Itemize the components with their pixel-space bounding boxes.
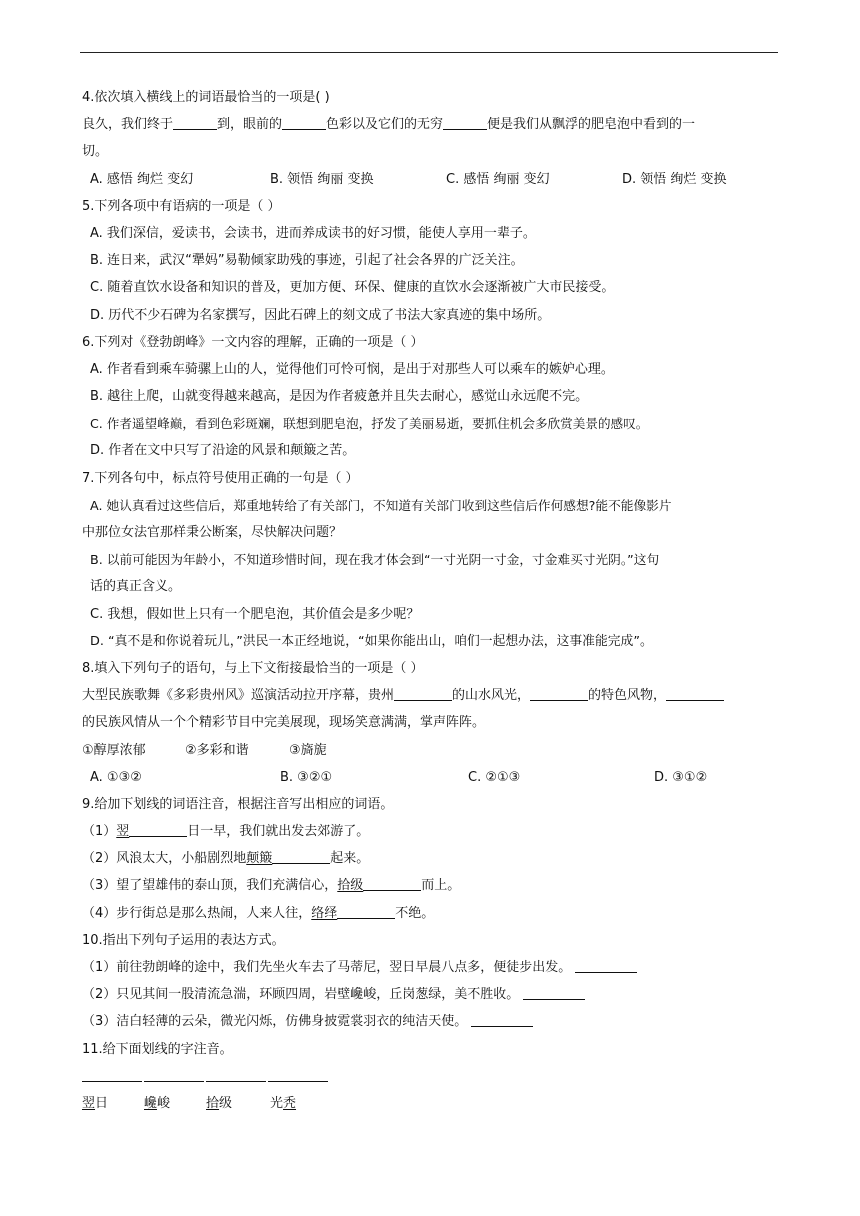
question-9-item-1: （1）翌 日一早，我们就出发去郊游了。 (82, 824, 370, 840)
option-d[interactable]: D. “真不是和你说着玩儿，”洪民一本正经地说，“如果你能出山，咱们一起想办法，这事准能完成”。 (90, 633, 653, 649)
exam-page (82, 84, 782, 1117)
question-9-item-3: （3）望了望雄伟的泰山顶，我们充满信心，拾级 而上。 (82, 878, 461, 894)
answer-blank[interactable] (129, 822, 187, 837)
question-11-blanks (82, 1063, 782, 1090)
underlined-word: 络绎 (311, 905, 338, 921)
answer-blank[interactable] (471, 1012, 533, 1027)
word-3: 拾级 (206, 1095, 233, 1111)
option-a[interactable]: A. 感悟 绚烂 变幻 (90, 171, 194, 187)
question-10-item-2: （2）只见其间一股清流急湍，环顾四周，岩壁巉峻，丘岗葱绿，美不胜收。 (82, 981, 782, 1008)
option-d[interactable]: D. 历代不少石碑为名家撰写，因此石碑上的刻文成了书法大家真迹的集中场所。 (90, 307, 551, 323)
phrase-1: ①醇厚浓郁 (82, 742, 146, 758)
option-b[interactable]: B. 领悟 绚丽 变换 (270, 171, 374, 187)
option-c[interactable]: C. 我想，假如世上只有一个肥皂泡，其价值会是多少呢？ (90, 606, 420, 622)
option-a[interactable]: A. 作者看到乘车骑骡上山的人，觉得他们可怜可悯，是出于对那些人可以乘车的嫉妒心理。 (90, 361, 614, 377)
option-d[interactable]: D. ③①② (654, 769, 708, 785)
option-b[interactable]: B. ③②① (280, 769, 333, 785)
option-a[interactable]: A. 她认真看过这些信后，郑重地转给了有关部门，不知道有关部门收到这些信后作何感想?能不能像影片 (90, 497, 672, 513)
option-a-cont: 中那位女法官那样秉公断案，尽快解决问题？ (82, 525, 343, 540)
word-2: 巉峻 (144, 1095, 171, 1111)
option-a[interactable]: A. 我们深信，爱读书，会读书，进而养成读书的好习惯，能使人享用一辈子。 (90, 225, 536, 241)
answer-blank[interactable] (206, 1067, 266, 1082)
option-b[interactable]: B. 越往上爬，山就变得越来越高，是因为作者疲惫并且失去耐心，感觉山永远爬不完。 (90, 389, 589, 405)
question-9-title: 9.给加下划线的词语注音，根据注音写出相应的词语。 (82, 796, 394, 812)
answer-blank[interactable] (530, 686, 588, 701)
underlined-word: 翌 (116, 824, 130, 840)
question-11-words (82, 1090, 782, 1117)
question-4-title: 4.依次填入横线上的词语最恰当的一项是( ) (82, 90, 330, 105)
question-5-title: 5.下列各项中有语病的一项是（ ） (82, 198, 281, 214)
answer-blank[interactable] (363, 876, 421, 891)
option-c[interactable]: C. 作者遥望峰巅，看到色彩斑斓，联想到肥皂泡，抒发了美丽易逝，要抓住机会多欣赏美景的感叹。 (90, 416, 649, 432)
answer-blank[interactable] (523, 985, 585, 1000)
underlined-word: 拾级 (337, 878, 364, 894)
option-d[interactable]: D. 作者在文中只写了沿途的风景和颠簸之苦。 (90, 443, 356, 459)
answer-blank[interactable] (282, 115, 326, 130)
question-4-options (82, 166, 782, 193)
question-8-options (82, 764, 782, 791)
question-8-stem-cont: 的民族风情从一个个精彩节目中完美展现，现场笑意满满，掌声阵阵。 (82, 715, 486, 731)
question-4-stem: 良久，我们终于 到，眼前的 色彩以及它们的无穷 便是我们从飘浮的肥皂泡中看到的一 (82, 117, 696, 133)
answer-blank[interactable] (173, 115, 217, 130)
answer-blank[interactable] (394, 686, 452, 701)
answer-blank[interactable] (82, 1067, 142, 1082)
underlined-word: 颠簸 (246, 851, 273, 867)
option-b-cont: 话的真正含义。 (90, 579, 182, 595)
option-a[interactable]: A. ①③② (90, 769, 142, 785)
question-10-item-3: （3）洁白轻薄的云朵，微光闪烁，仿佛身披霓裳羽衣的纯洁天使。 (82, 1008, 782, 1035)
answer-blank[interactable] (337, 904, 395, 919)
question-8-stem: 大型民族歌舞《多彩贵州风》巡演活动拉开序幕，贵州 的山水风光， 的特色风物， (82, 682, 782, 709)
question-6-title: 6.下列对《登勃朗峰》一文内容的理解，正确的一项是（ ） (82, 334, 424, 350)
question-10-item-1: （1）前往勃朗峰的途中，我们先坐火车去了马蒂尼，翌日早晨八点多，便徒步出发。 (82, 954, 782, 981)
phrase-3: ③旖旎 (289, 742, 327, 758)
answer-blank[interactable] (575, 958, 637, 973)
answer-blank[interactable] (268, 1067, 328, 1082)
answer-blank[interactable] (443, 115, 487, 130)
question-7-title: 7.下列各句中，标点符号使用正确的一句是（ ） (82, 470, 359, 486)
option-b[interactable]: B. 连日来，武汉“犟妈”易勒倾家助残的事迹，引起了社会各界的广泛关注。 (90, 253, 524, 269)
question-11-title: 11.给下面划线的字注音。 (82, 1041, 233, 1057)
question-4-stem-cont: 切。 (82, 144, 109, 160)
question-8-title: 8.填入下列句子的语句，与上下文衔接最恰当的一项是（ ） (82, 660, 424, 676)
word-4: 光秃 (270, 1095, 297, 1111)
word-1: 翌日 (82, 1095, 109, 1111)
option-c[interactable]: C. 感悟 绚丽 变幻 (446, 171, 550, 187)
option-b[interactable]: B. 以前可能因为年龄小，不知道珍惜时间，现在我才体会到“一寸光阴一寸金，寸金难买寸光阴。”这句 (90, 552, 660, 568)
question-10-title: 10.指出下列句子运用的表达方式。 (82, 932, 285, 948)
phrase-2: ②多彩和谐 (185, 742, 249, 758)
question-9-item-4: （4）步行街总是那么热闹，人来人往，络绎 不绝。 (82, 905, 435, 921)
answer-blank[interactable] (144, 1067, 204, 1082)
header-rule (80, 52, 778, 53)
option-c[interactable]: C. ②①③ (468, 769, 521, 785)
question-8-phrases (82, 737, 782, 764)
option-d[interactable]: D. 领悟 绚烂 变换 (622, 171, 727, 187)
option-c[interactable]: C. 随着直饮水设备和知识的普及，更加方便、环保、健康的直饮水会逐渐被广大市民接受。 (90, 280, 615, 296)
answer-blank[interactable] (272, 849, 330, 864)
question-9-item-2: （2）风浪太大，小船剧烈地颠簸 起来。 (82, 851, 370, 867)
answer-blank[interactable] (666, 686, 724, 701)
